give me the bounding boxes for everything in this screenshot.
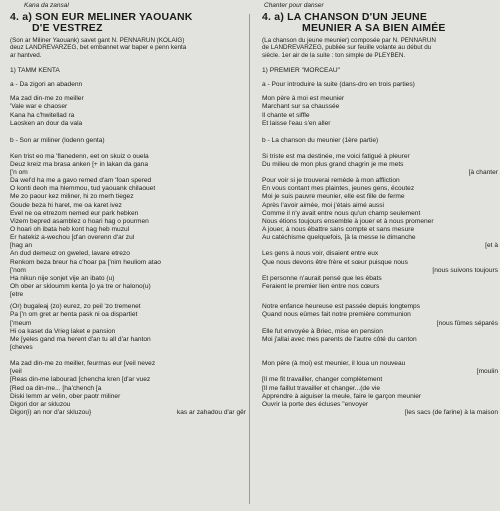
verse-line (10, 409, 246, 417)
verse-line-text: O hoari oh ibata heb kont hag heb muzul (10, 226, 130, 234)
verse-line (262, 210, 498, 218)
verse-line: Laosken an dour da vala (10, 119, 83, 127)
verse-line (10, 275, 246, 283)
verse-line-text: A jouer, à nous ébattre sans compte et sans mesure (262, 226, 415, 234)
verse-line (10, 226, 246, 234)
part-a-label: a - Pour introduire la suite (dans-dro en trois parties) (262, 81, 415, 89)
verse-line (10, 267, 246, 275)
verse-line-continuation: [nous suivons toujours (432, 266, 498, 274)
verse-line (10, 259, 246, 267)
description-line: (La chanson du jeune meunier) composée par N. PENNARUN (262, 37, 436, 44)
verse-line-text: Au catéchisme quelquefois, [à la messe le dimanche (262, 234, 416, 242)
verse-line-text: Evel ne oa etrezom nemed eur park hebken (10, 209, 139, 217)
dance-label: Chanter pour danser (264, 2, 324, 9)
verse-line (10, 320, 246, 328)
verse-line-text: Deuz kreiz ma brasa anken [+ in lakan da gana (10, 160, 149, 168)
column-divider (249, 14, 250, 504)
verse-line-text: ['nom (10, 266, 26, 274)
section-heading: 1) TAMM KENTA (10, 67, 60, 75)
verse-line-text: An dud demeuz on gweled, lavare etrezo (10, 250, 130, 258)
verse-line (10, 161, 246, 169)
verse-line (262, 344, 498, 352)
verse-line (262, 267, 498, 275)
verse-line (262, 161, 498, 169)
verse-1 (262, 95, 498, 128)
verse-line-text: Goude beza hi haret, me oa karet ivez (10, 201, 122, 209)
verse-line: 'Vale war e chaoser (10, 103, 68, 111)
verse-line (262, 234, 498, 242)
verse-line (10, 185, 246, 193)
verse-line-continuation: kas ar zahadou d'ar gêr (176, 409, 246, 416)
verse-line-text: Comme il n'y avait entre nous qu'un champ seulement (262, 209, 421, 217)
verse-line-text: Moi j'allai avec mes parents de l'autre côté du canton (262, 335, 417, 343)
verse-line-text: En vous contant mes plaintes, jeunes gens, écoutez (262, 185, 415, 193)
verse-line-text: Hi oa kaset da Vrieg laket e pansion (10, 327, 116, 335)
verse-line-text: ['n om (10, 169, 28, 177)
verse-line-text: [hag an (10, 242, 32, 250)
verse-line (262, 202, 498, 210)
description-line: (Son ar Miliner Yaouank) savet gant N. PENNARUN (KOLAIG) (10, 37, 185, 44)
part-b-label: b - La chanson du meunier (1ère partie) (262, 136, 379, 144)
verse-line (262, 320, 498, 328)
verse-line (10, 311, 246, 319)
verse-line (262, 153, 498, 161)
verse-line-text: Du milieu de mon plus grand chagrin je me mets (262, 160, 404, 168)
verse-line-text: [Il me faillut travailler et changer...(de vie (262, 384, 381, 392)
verse-line-text: Après l'avoir aimée, moi j'étais aimé aussi (262, 201, 384, 209)
verse-line-text: [Il me fit travailler, changer complètement (262, 376, 383, 384)
verse-line (10, 283, 246, 291)
song-title-line-1: 4. a) LA CHANSON D'UN JEUNE (262, 11, 428, 23)
verse-line (10, 234, 246, 242)
verse-line-text: Ma zad din-me zo meiller, feurmas eur [veil nevez (10, 360, 156, 368)
verse-line-text: Digori dor ar skluzou (10, 400, 71, 408)
song-description (262, 37, 498, 59)
verse-line (262, 275, 498, 283)
verse-2 (262, 153, 498, 300)
verse-line-text: Apprendre à aiguiser la meule, faire le garçon meunier (262, 392, 422, 400)
verse-line (262, 336, 498, 344)
verse-line (262, 291, 498, 299)
verse-line-continuation: [nous fûmes séparés (436, 319, 498, 327)
verse-line-text: Renkom beza breur ha c'hoar pa ['nim heuliom atao (10, 258, 161, 266)
verse-line-text: ['meum (10, 319, 32, 327)
verse-line (10, 210, 246, 218)
verse-line (262, 368, 498, 376)
verse-line-text: Vizem bepred asamblez o hoari hag o pourmen (10, 217, 149, 225)
verse-line (262, 376, 498, 384)
verse-line (10, 250, 246, 258)
verse-line: Kana ha c'hwitellad ra (10, 111, 75, 119)
verse-line-text: [Red oa din-me... [ha'chench [a (10, 384, 102, 392)
verse-line (10, 401, 246, 409)
song-description (10, 37, 246, 59)
verse-line-text: Et personne n'aurait pensé que les ébats (262, 274, 382, 282)
verse-line-text: Er hatekiz a-wechou [d'an overenn d'ar zul (10, 234, 135, 242)
verse-line (262, 393, 498, 401)
verse-line (10, 193, 246, 201)
verse-line (262, 409, 498, 417)
verse-line-text: Pour voir si je trouverai remède à mon affliction (262, 177, 400, 185)
verse-line-text: [etre (10, 291, 24, 299)
part-b-label: b - Son ar miliner (lodenn genta) (10, 136, 105, 144)
verse-4 (262, 360, 498, 417)
verse-line-text: Les gens à nous voir, disaient entre eux (262, 250, 379, 258)
section-heading: 1) PREMIER "MORCEAU" (262, 67, 340, 75)
part-a-label: a - Da zigori an abadenn (10, 81, 83, 89)
verse-line (10, 202, 246, 210)
verse-line-continuation: [et à (485, 242, 498, 250)
verse-line (262, 328, 498, 336)
verse-line-text: Moi je suis pauvre meunier, elle est fille de ferme (262, 193, 405, 201)
verse-line (262, 177, 498, 185)
verse-line (10, 393, 246, 401)
verse-line-text: Diski lemm ar velin, ober paotr miliner (10, 392, 121, 400)
verse-line (262, 218, 498, 226)
verse-line (262, 385, 498, 393)
verse-line-text: Me [yeles gand ma herent d'an tu all d'ar hanton (10, 335, 151, 343)
verse-line-text: Quand nous eûmes fait notre première communion (262, 311, 411, 319)
verse-line (10, 169, 246, 177)
song-title-line-2: MEUNIER A SA BIEN AIMÉE (302, 22, 446, 34)
verse-line (10, 153, 246, 161)
verse-line-continuation: [moulin (476, 368, 498, 376)
breton-column (10, 0, 246, 417)
verse-line (10, 344, 246, 352)
verse-line (10, 218, 246, 226)
verse-line (10, 385, 246, 393)
verse-line-text: Mon père (à moi) est meunier, il loua un nouveau (262, 360, 406, 368)
song-title-line-2: D'E VESTREZ (32, 22, 103, 34)
verse-line (262, 185, 498, 193)
verse-line (262, 283, 498, 291)
verse-4 (10, 360, 246, 417)
verse-line-text: Elle fut envoyée à Briec, mise en pension (262, 327, 383, 335)
song-title-line-1: 4. a) SON EUR MELINER YAOUANK (10, 11, 193, 23)
verse-1 (10, 95, 246, 128)
verse-line-continuation: [à chanter (468, 169, 498, 177)
verse-line-text: Da wel'd ha me a gavo remed d'am 'foan spered (10, 177, 152, 185)
verse-line (10, 376, 246, 384)
verse-3 (10, 303, 246, 352)
verse-line (262, 226, 498, 234)
verse-line (262, 169, 498, 177)
verse-line (262, 360, 498, 368)
verse-line (10, 291, 246, 299)
verse-line (262, 303, 498, 311)
verse-line-text: Ouvrir la porte des écluses "envoyer (262, 400, 369, 408)
verse-line-text: Que nous devons être frère et sœur puisque nous (262, 258, 408, 266)
description-line: deuz LANDREVARZEG, bet embannet war baper e penn kenta (10, 44, 187, 52)
verse-line (262, 193, 498, 201)
verse-line-text: O konti deoh ma hlemmou, tud yaouank chilaouet (10, 185, 156, 193)
verse-line: Ma zad din-me zo meiller (10, 95, 84, 103)
verse-line (262, 259, 498, 267)
verse-line-text: Digor(i) an nor d'ar skluzou} (10, 409, 92, 416)
verse-line-text: Me zo paour kez miliner, hi zo merh tiegez (10, 193, 134, 201)
dance-label: Kana da zansal (24, 2, 69, 9)
verse-line-continuation: [les sacs (de farine) à la maison (404, 409, 498, 416)
verse-line-text: Notre enfance heureuse est passée depuis longtemps (262, 303, 420, 311)
verse-line-text: Ha nikun nije sonjet vije an ibato (u) (10, 274, 115, 282)
french-column (262, 0, 498, 417)
verse-2 (10, 153, 246, 300)
verse-3 (262, 303, 498, 352)
verse-line: Il chante et siffle (262, 111, 310, 119)
verse-line-text: [veil (10, 368, 22, 376)
verse-line (10, 360, 246, 368)
verse-line-text: Feraient le premier lien entre nos cœurs (262, 283, 380, 291)
verse-line (10, 177, 246, 185)
verse-line-text: (Or) bugaleaj (zo) eurez, zo peil 'zo tremenet (10, 303, 141, 311)
verse-line (262, 242, 498, 250)
verse-line (10, 328, 246, 336)
verse-line-text: Oh ober ar skloumm kenta [o ya tre or halono(u) (10, 283, 151, 291)
verse-line-text: Pa ['n om gret ar henta pask ni oa dispartiet (10, 311, 138, 319)
description-line: ar hantved. (10, 51, 42, 59)
verse-line (10, 242, 246, 250)
verse-line-text: Ken trist eo ma 'flanedenn, eet on skuiz o ouela (10, 152, 149, 160)
verse-line-text: Nous étions toujours ensemble à jouer et à nous promener (262, 217, 434, 225)
verse-line-text: [Reas din-me labourad [chencha kren [d'ar vuez (10, 376, 151, 384)
verse-line-text: [cheves (10, 344, 33, 352)
verse-line (262, 401, 498, 409)
verse-line (10, 336, 246, 344)
verse-line (10, 368, 246, 376)
verse-line: Marchant sur sa chaussée (262, 103, 340, 111)
verse-line (10, 303, 246, 311)
verse-line: Et laisse l'eau s'en aller (262, 119, 331, 127)
verse-line: Mon père à moi est meunier (262, 95, 345, 103)
verse-line-text: Si triste est ma destinée, me voici fatigué à pleurer (262, 152, 410, 160)
verse-line (262, 250, 498, 258)
description-line: de LANDREVARZEG, publiée sur feuille volante au début du (262, 44, 432, 52)
description-line: siècle. 1er air de la suite : ton simple de PLEYBEN. (262, 51, 406, 59)
verse-line (262, 311, 498, 319)
